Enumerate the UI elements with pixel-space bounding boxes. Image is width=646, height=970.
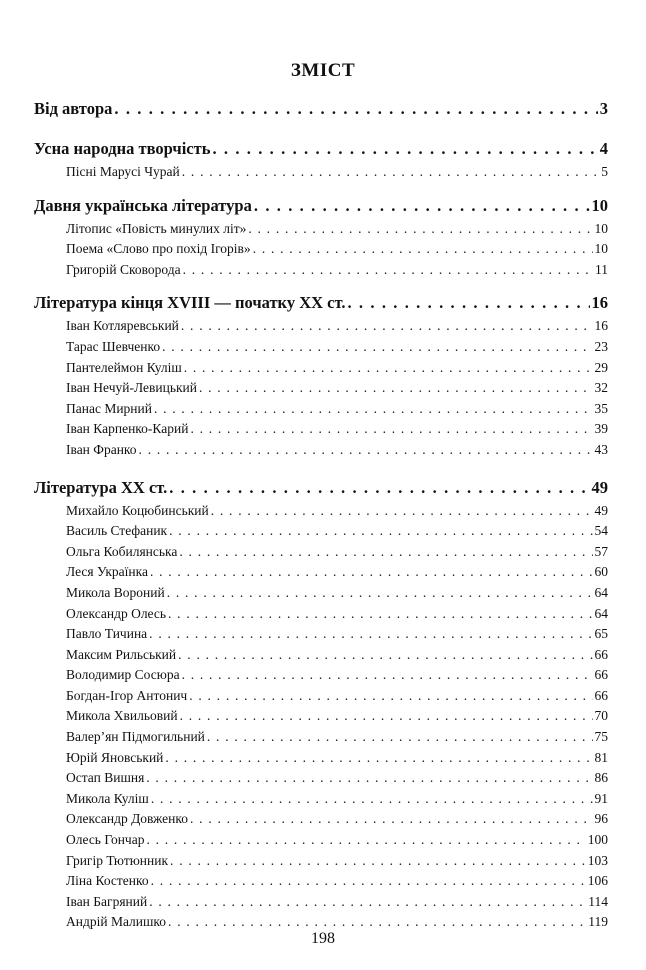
- page-title: ЗМІСТ: [290, 60, 356, 81]
- entry-page-number: 32: [594, 380, 608, 396]
- dot-leader: [114, 96, 597, 122]
- toc-entry[interactable]: [34, 748, 608, 769]
- toc-entry[interactable]: [34, 665, 608, 686]
- section-page-number: 10: [591, 195, 608, 215]
- section-title: Від автора: [34, 99, 113, 118]
- dot-leader: [183, 260, 593, 281]
- toc-section[interactable]: [34, 193, 608, 219]
- dot-leader: [180, 706, 593, 727]
- entry-title: Михайло Коцюбинський: [66, 502, 209, 518]
- toc-entry[interactable]: [34, 727, 608, 748]
- dot-leader: [211, 501, 593, 522]
- toc-entry[interactable]: [34, 542, 608, 563]
- entry-title: Григір Тютюнник: [66, 852, 169, 868]
- entry-page-number: 35: [594, 400, 608, 416]
- dot-leader: [149, 624, 592, 645]
- section-title: Література кінця XVIII — початку XX ст.: [34, 293, 346, 313]
- toc-entry[interactable]: [34, 399, 608, 420]
- entry-title: Валер’ян Підмогильний: [66, 729, 205, 745]
- entry-page-number: 81: [594, 749, 608, 765]
- entry-page-number: 23: [594, 338, 608, 354]
- entry-page-number: 5: [601, 164, 608, 179]
- toc-entry[interactable]: [34, 706, 608, 727]
- entry-title: Олександр Олесь: [66, 605, 167, 621]
- entry-title: Ольга Кобилянська: [66, 543, 178, 559]
- dot-leader: [199, 378, 593, 399]
- dot-leader: [190, 419, 592, 440]
- entry-title: Павло Тичина: [66, 626, 148, 642]
- section-title: Усна народна творчість: [34, 139, 211, 158]
- entry-page-number: 96: [594, 811, 608, 827]
- toc-entry[interactable]: [34, 501, 608, 522]
- dot-leader: [149, 892, 586, 913]
- entry-page-number: 70: [594, 708, 608, 724]
- entry-page-number: 100: [587, 832, 608, 848]
- toc-entry[interactable]: [34, 892, 608, 913]
- toc-section[interactable]: [34, 475, 608, 501]
- dot-leader: [168, 604, 592, 625]
- dot-leader: [179, 542, 592, 563]
- dot-leader: [139, 440, 593, 461]
- dot-leader: [248, 219, 592, 240]
- dot-leader: [151, 871, 586, 892]
- entry-page-number: 86: [594, 770, 608, 786]
- entry-title: Ліна Костенко: [66, 873, 149, 889]
- entry-title: Олександр Довженко: [66, 811, 189, 827]
- toc-entry[interactable]: [34, 260, 608, 281]
- entry-page-number: 75: [594, 729, 608, 745]
- entry-page-number: 64: [594, 605, 608, 621]
- entry-title: Володимир Сосюра: [66, 667, 180, 683]
- page-number: 198: [311, 930, 335, 947]
- entry-page-number: 29: [594, 359, 608, 375]
- toc-entry[interactable]: [34, 440, 608, 461]
- entry-page-number: 106: [587, 873, 608, 889]
- entry-page-number: 10: [594, 241, 608, 257]
- entry-title: Богдан-Ігор Антонич: [66, 687, 188, 703]
- toc-entry[interactable]: [34, 789, 608, 810]
- toc-entry[interactable]: [34, 809, 608, 830]
- entry-page-number: 10: [594, 220, 608, 236]
- dot-leader: [182, 665, 593, 686]
- dot-leader: [207, 727, 593, 748]
- dot-leader: [146, 768, 592, 789]
- toc-section[interactable]: [34, 96, 608, 122]
- dot-leader: [165, 748, 592, 769]
- entry-page-number: 39: [594, 421, 608, 437]
- toc-entry[interactable]: [34, 851, 608, 872]
- entry-title: Іван Котляревський: [66, 318, 179, 334]
- entry-page-number: 64: [594, 584, 608, 600]
- entry-title: Олесь Гончар: [66, 832, 145, 848]
- dot-leader: [253, 239, 593, 260]
- entry-page-number: 11: [595, 261, 608, 277]
- entry-title: Григорій Сковорода: [66, 261, 181, 277]
- entry-page-number: 119: [588, 914, 608, 930]
- entry-title: Микола Куліш: [66, 790, 149, 806]
- dot-leader: [146, 830, 585, 851]
- entry-title: Пантелеймон Куліш: [66, 359, 182, 375]
- dot-leader: [167, 583, 593, 604]
- toc-entry[interactable]: [34, 219, 608, 240]
- dot-leader: [189, 686, 592, 707]
- entry-page-number: 16: [594, 318, 608, 334]
- toc-entry[interactable]: [34, 686, 608, 707]
- entry-title: Леся Українка: [66, 564, 148, 580]
- entry-title: Тарас Шевченко: [66, 338, 161, 354]
- section-title: Література XX ст.: [34, 477, 168, 497]
- entry-title: Василь Стефаник: [66, 523, 168, 539]
- entry-title: Пісні Марусі Чурай: [66, 164, 180, 179]
- toc-section[interactable]: [34, 290, 608, 316]
- toc-entry[interactable]: [34, 162, 608, 183]
- dot-leader: [212, 136, 597, 162]
- toc-entry[interactable]: [34, 583, 608, 604]
- dot-leader: [154, 399, 593, 420]
- dot-leader: [170, 851, 586, 872]
- entry-title: Максим Рильський: [66, 646, 177, 662]
- entry-title: Літопис «Повість минулих літ»: [66, 220, 247, 236]
- entry-page-number: 65: [594, 626, 608, 642]
- toc-entry[interactable]: [34, 337, 608, 358]
- toc-entry[interactable]: [34, 871, 608, 892]
- entry-page-number: 43: [594, 441, 608, 457]
- toc-section[interactable]: [34, 136, 608, 162]
- entry-title: Іван Багряний: [66, 893, 148, 909]
- toc-entry[interactable]: [34, 562, 608, 583]
- entry-page-number: 49: [594, 502, 608, 518]
- entry-title: Панас Мирний: [66, 400, 152, 416]
- dot-leader: [151, 789, 593, 810]
- entry-page-number: 114: [588, 893, 608, 909]
- entry-page-number: 60: [594, 564, 608, 580]
- entry-page-number: 66: [594, 687, 608, 703]
- dot-leader: [178, 645, 592, 666]
- dot-leader: [347, 290, 589, 316]
- entry-page-number: 91: [594, 790, 608, 806]
- toc-entry[interactable]: [34, 239, 608, 260]
- entry-title: Андрій Малишко: [66, 914, 167, 930]
- entry-title: Іван Франко: [66, 441, 137, 457]
- entry-title: Остап Вишня: [66, 770, 145, 786]
- dot-leader: [162, 337, 592, 358]
- toc-entry[interactable]: [34, 830, 608, 851]
- section-page-number: 16: [591, 293, 608, 313]
- entry-title: Іван Карпенко-Карий: [66, 421, 189, 437]
- dot-leader: [181, 316, 593, 337]
- entry-page-number: 54: [594, 523, 608, 539]
- dot-leader: [182, 162, 599, 183]
- section-title: Давня українська література: [34, 195, 252, 215]
- entry-page-number: 103: [587, 852, 608, 868]
- toc-entry[interactable]: [34, 316, 608, 337]
- table-of-contents: [34, 96, 608, 933]
- entry-page-number: 66: [594, 667, 608, 683]
- dot-leader: [184, 358, 593, 379]
- entry-title: Микола Вороний: [66, 584, 165, 600]
- toc-entry[interactable]: [34, 378, 608, 399]
- toc-entry[interactable]: [34, 358, 608, 379]
- toc-entry[interactable]: [34, 624, 608, 645]
- dot-leader: [169, 521, 592, 542]
- dot-leader: [254, 193, 590, 219]
- entry-title: Микола Хвильовий: [66, 708, 178, 724]
- entry-page-number: 57: [594, 543, 608, 559]
- dot-leader: [190, 809, 592, 830]
- section-page-number: 4: [599, 139, 608, 158]
- section-page-number: 49: [591, 477, 608, 497]
- section-page-number: 3: [599, 99, 608, 118]
- dot-leader: [169, 475, 589, 501]
- entry-page-number: 66: [594, 646, 608, 662]
- toc-entry[interactable]: [34, 604, 608, 625]
- entry-title: Поема «Слово про похід Ігорів»: [66, 241, 251, 257]
- toc-entry[interactable]: [34, 768, 608, 789]
- toc-entry[interactable]: [34, 645, 608, 666]
- entry-title: Юрій Яновський: [66, 749, 164, 765]
- dot-leader: [150, 562, 593, 583]
- toc-entry[interactable]: [34, 521, 608, 542]
- entry-title: Іван Нечуй-Левицький: [66, 380, 197, 396]
- toc-entry[interactable]: [34, 419, 608, 440]
